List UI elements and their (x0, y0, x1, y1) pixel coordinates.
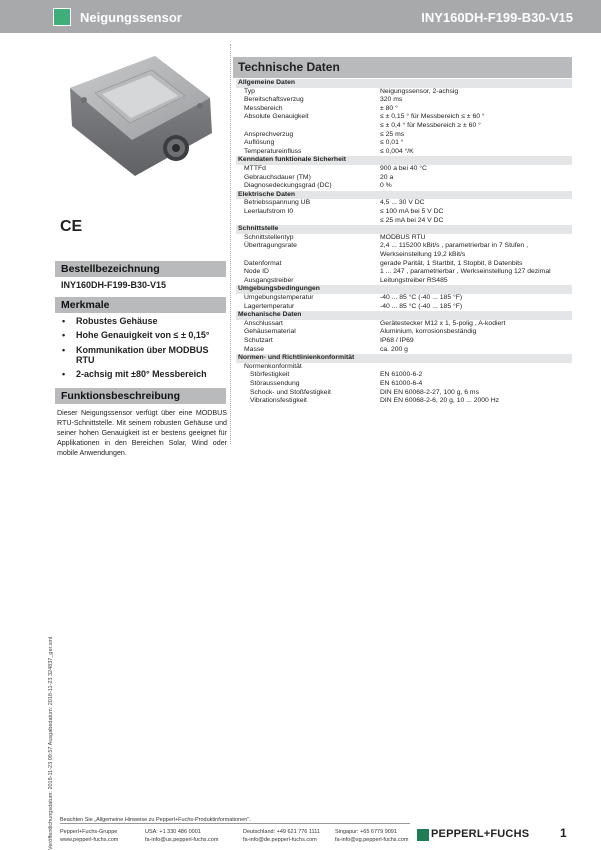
tech-row (236, 113, 572, 122)
tech-key: Schnittstellentyp (244, 233, 294, 241)
tech-key: Betriebsspannung UB (244, 199, 311, 207)
tech-key: Vibrationsfestigkeit (250, 397, 307, 405)
tech-key: Normen- und Richtlinienkonformität (238, 354, 355, 362)
tech-row (236, 88, 572, 97)
tech-value: 320 ms (380, 96, 403, 104)
tech-key: Datenformat (244, 259, 282, 267)
tech-key: Ausgangstreiber (244, 276, 294, 284)
tech-key: Normenkonformität (244, 362, 302, 370)
tech-value: 1 ... 247 , parametrierbar , Werkseinstellung 127 dezimal (380, 268, 551, 276)
tech-key: Anschlussart (244, 319, 283, 327)
tech-row (236, 182, 572, 191)
tech-row (236, 363, 572, 372)
tech-value: ≤ 0,01 ° (380, 139, 404, 147)
tech-value: DIN EN 60068-2-27, 100 g, 6 ms (380, 388, 479, 396)
tech-row (236, 96, 572, 105)
tech-group-heading (236, 285, 572, 294)
footer-contact: Deutschland: +49 621 776 1111 fa-info@de.pepperl-fuchs.com (243, 829, 320, 843)
tech-group-heading (236, 156, 572, 165)
ce-mark: CE (60, 218, 83, 235)
footer-rule (60, 823, 410, 824)
tech-value: EN 61000-6-2 (380, 371, 423, 379)
tech-row (236, 303, 572, 312)
tech-row (236, 242, 572, 251)
tech-row (236, 217, 572, 226)
tech-key: Gehäusematerial (244, 328, 296, 336)
tech-key: Schnittstelle (238, 225, 279, 233)
tech-row (236, 371, 572, 380)
tech-value: ca. 200 g (380, 345, 408, 353)
tech-row (236, 337, 572, 346)
tech-value: EN 61000-6-4 (380, 380, 423, 387)
function-heading: Funktionsbeschreibung (55, 388, 226, 404)
tech-value: MODBUS RTU (380, 233, 426, 241)
tech-key: Auflösung (244, 139, 275, 147)
tech-value: -40 ... 85 °C (-40 ... 185 °F) (380, 294, 463, 301)
tech-value: 900 a bei 40 °C (380, 165, 427, 172)
tech-value: ≤ ± 0,4 ° für Messbereich ≥ ± 60 ° (380, 122, 481, 129)
tech-row (236, 251, 572, 260)
features-heading: Merkmale (55, 297, 226, 313)
tech-value: Gerätestecker M12 x 1, 5-polig , A-kodiert (380, 319, 506, 327)
footer-contact: Pepperl+Fuchs-Gruppe www.pepperl-fuchs.com (60, 829, 119, 843)
tech-group-heading (236, 225, 572, 234)
brand-logo-icon (417, 829, 429, 841)
tech-key: Störaussendung (250, 380, 300, 387)
tech-value: ≤ 0,004 °/K (380, 147, 414, 155)
tech-row (236, 294, 572, 303)
tech-row (236, 389, 572, 398)
tech-key: Störfestigkeit (250, 371, 290, 379)
tech-key: Temperatureinfluss (244, 147, 302, 155)
footer-note: Beachten Sie „Allgemeine Hinweise zu Pepperl+Fuchs-Produktinformationen". (60, 817, 251, 823)
tech-row (236, 380, 572, 389)
tech-row (236, 320, 572, 329)
tech-row (236, 397, 572, 406)
tech-value: IP68 / IP69 (380, 337, 414, 344)
brand-logo-text: PEPPERL+FUCHS (431, 828, 530, 840)
tech-value: Werkseinstellung 19,2 kBit/s (380, 251, 466, 258)
tech-key: Node ID (244, 268, 269, 276)
tech-row (236, 208, 572, 217)
tech-group-heading (236, 79, 572, 88)
tech-value: ≤ ± 0,15 ° für Messbereich ≤ ± 60 ° (380, 113, 485, 121)
tech-value: ≤ 100 mA bei 5 V DC (380, 208, 444, 215)
tech-row (236, 122, 572, 131)
tech-row (236, 165, 572, 174)
tech-key: MTTFd (244, 165, 266, 172)
tech-key: Schutzart (244, 337, 273, 344)
tech-key: Umgebungstemperatur (244, 294, 314, 301)
tech-key: Masse (244, 345, 265, 353)
tech-value: gerade Parität, 1 Startbit, 1 Stopbit, 8 Datenbits (380, 259, 523, 267)
tech-row (236, 199, 572, 208)
tech-value: 4,5 ... 30 V DC (380, 199, 425, 207)
tech-row (236, 139, 572, 148)
product-model: INY160DH-F199-B30-V15 (421, 10, 573, 25)
tech-row (236, 346, 572, 355)
tech-key: Messbereich (244, 104, 283, 112)
tech-value: -40 ... 85 °C (-40 ... 185 °F) (380, 302, 463, 310)
tech-row (236, 148, 572, 157)
tech-row (236, 277, 572, 286)
tech-value: Leitungstreiber RS485 (380, 276, 448, 284)
page-number: 1 (560, 826, 567, 840)
tech-group-heading (236, 191, 572, 200)
tech-value: Aluminium, korrosionsbeständig (380, 328, 477, 336)
tech-row (236, 260, 572, 269)
tech-key: Leerlaufstrom I0 (244, 208, 294, 215)
footer-contact: USA: +1 330 486 0001 fa-info@us.pepperl-fuchs.com (145, 829, 219, 843)
tech-group-heading (236, 311, 572, 320)
product-image (60, 48, 225, 188)
tech-key: Übertragungsrate (244, 242, 297, 250)
tech-value: 0 % (380, 182, 392, 190)
order-code: INY160DH-F199-B30-V15 (61, 280, 167, 290)
tech-key: Diagnosedeckungsgrad (DC) (244, 182, 332, 190)
tech-value: Neigungssensor, 2-achsig (380, 87, 459, 95)
tech-row (236, 268, 572, 277)
brand-square-icon (53, 8, 71, 26)
tech-key: Umgebungsbedingungen (238, 285, 320, 293)
tech-row (236, 328, 572, 337)
page-title: Neigungssensor (80, 10, 182, 25)
tech-value: DIN EN 60068-2-6, 20 g, 10 ... 2000 Hz (380, 397, 500, 405)
tech-key: Typ (244, 87, 255, 95)
tech-value: 20 a (380, 173, 394, 181)
function-description: Dieser Neigungssensor verfügt über eine MODBUS RTU-Schnittstelle. Mit seinem robusten Gehäuse und seiner hohen Genauigkeit ist er bestens geeignet für Applikationen in den Bereichen Solar, Wind oder mobile Anwendungen. (57, 409, 227, 457)
tech-key: Ansprechverzug (244, 130, 294, 138)
tech-value: ± 80 ° (380, 104, 398, 112)
tech-data-heading: Technische Daten (233, 57, 572, 78)
order-heading: Bestellbezeichnung (55, 261, 226, 277)
footer-contact: Singapur: +65 6779 9091 fa-info@sg.pepperl-fuchs.com (335, 829, 409, 843)
tech-value: 2,4 ... 115200 kBit/s , parametrierbar in 7 Stufen , (380, 242, 528, 250)
tech-key: Allgemeine Daten (238, 79, 296, 86)
tech-value: ≤ 25 ms (380, 130, 405, 138)
column-divider (230, 44, 231, 444)
tech-group-heading (236, 354, 572, 363)
tech-key: Elektrische Daten (238, 190, 296, 198)
tech-key: Schock- und Stoßfestigkeit (250, 388, 331, 396)
publication-meta: Veröffentlichungsdatum: 2018-11-23 09:57 Ausgabedatum: 2018-11-23 324837_ger.xml (48, 636, 54, 850)
tech-key: Bereitschaftsverzug (244, 96, 304, 104)
tech-key: Gebrauchsdauer (TM) (244, 173, 311, 181)
tech-key: Mechanische Daten (238, 311, 302, 319)
tech-row (236, 174, 572, 183)
tech-key: Lagertemperatur (244, 302, 295, 310)
tech-key: Kenndaten funktionale Sicherheit (238, 156, 347, 164)
tech-value: ≤ 25 mA bei 24 V DC (380, 216, 444, 224)
tech-row (236, 131, 572, 140)
tech-key: Absolute Genauigkeit (244, 113, 309, 121)
